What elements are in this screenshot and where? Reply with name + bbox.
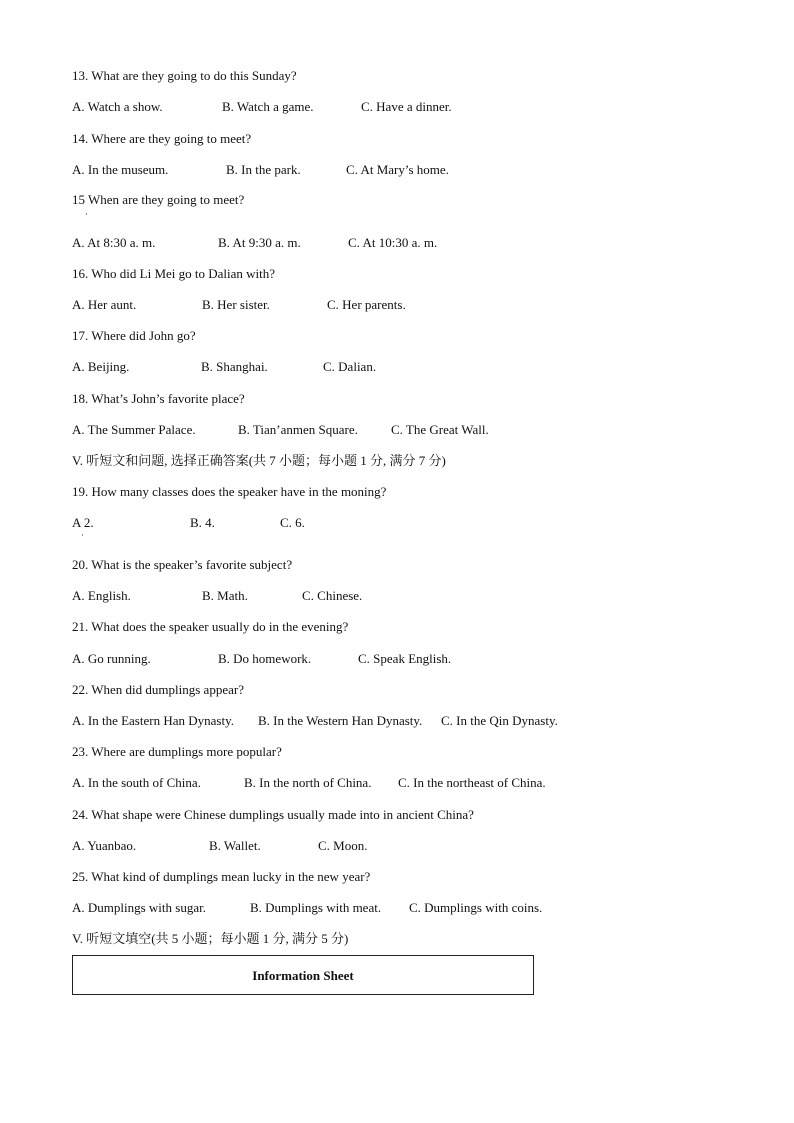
question-17: 17. Where did John go? [72,328,196,343]
option-24c: C. Moon. [318,838,368,853]
option-20a: A. English. [72,588,131,603]
question-14: 14. Where are they going to meet? [72,131,252,146]
section-heading-listening-choice: V. 听短文和问题, 选择正确答案(共 7 小题；每小题 1 分, 满分 7 分) [72,453,446,468]
option-13a: A. Watch a show. [72,99,163,114]
option-22c: C. In the Qin Dynasty. [441,713,558,728]
option-20b: B. Math. [202,588,248,603]
information-sheet-title: Information Sheet [252,968,354,983]
option-24a: A. Yuanbao. [72,838,137,853]
option-15c: C. At 10:30 a. m. [348,235,438,250]
option-17b: B. Shanghai. [201,359,268,374]
option-16c: C. Her parents. [327,297,406,312]
option-15a: A. At 8:30 a. m. [72,235,156,250]
option-19b: B. 4. [190,515,215,530]
question-23: 23. Where are dumplings more popular? [72,744,282,759]
option-25a: A. Dumplings with sugar. [72,900,206,915]
option-23b: B. In the north of China. [244,775,372,790]
option-17a: A. Beijing. [72,359,130,374]
question-15: 15 When are they going to meet? [72,192,245,207]
question-25: 25. What kind of dumplings mean lucky in the new year? [72,869,371,884]
question-20: 20. What is the speaker’s favorite subject? [72,557,293,572]
stray-dot: · [85,209,88,219]
option-23a: A. In the south of China. [72,775,201,790]
option-21c: C. Speak English. [358,651,452,666]
information-sheet-table [72,955,534,995]
question-19: 19. How many classes does the speaker have in the moning? [72,484,387,499]
option-19a: A 2. [72,515,94,530]
option-14b: B. In the park. [226,162,301,177]
option-17c: C. Dalian. [323,359,377,374]
option-16a: A. Her aunt. [72,297,137,312]
option-13c: C. Have a dinner. [361,99,452,114]
option-21b: B. Do homework. [218,651,312,666]
option-15b: B. At 9:30 a. m. [218,235,301,250]
option-23c: C. In the northeast of China. [398,775,546,790]
question-18: 18. What’s John’s favorite place? [72,391,245,406]
option-22a: A. In the Eastern Han Dynasty. [72,713,234,728]
option-14a: A. In the museum. [72,162,169,177]
option-13b: B. Watch a game. [222,99,314,114]
question-13: 13. What are they going to do this Sunday? [72,68,297,83]
question-24: 24. What shape were Chinese dumplings usually made into in ancient China? [72,807,474,822]
question-22: 22. When did dumplings appear? [72,682,244,697]
option-20c: C. Chinese. [302,588,363,603]
option-25b: B. Dumplings with meat. [250,900,382,915]
option-22b: B. In the Western Han Dynasty. [258,713,423,728]
option-16b: B. Her sister. [202,297,270,312]
stray-dot: · [81,530,84,540]
option-25c: C. Dumplings with coins. [409,900,543,915]
option-18b: B. Tian’anmen Square. [238,422,358,437]
option-18a: A. The Summer Palace. [72,422,196,437]
option-14c: C. At Mary’s home. [346,162,449,177]
option-19c: C. 6. [280,515,305,530]
question-16: 16. Who did Li Mei go to Dalian with? [72,266,276,281]
option-18c: C. The Great Wall. [391,422,489,437]
section-heading-listening-fill: V. 听短文填空(共 5 小题；每小题 1 分, 满分 5 分) [72,931,349,946]
option-21a: A. Go running. [72,651,151,666]
question-21: 21. What does the speaker usually do in the evening? [72,619,349,634]
option-24b: B. Wallet. [209,838,261,853]
